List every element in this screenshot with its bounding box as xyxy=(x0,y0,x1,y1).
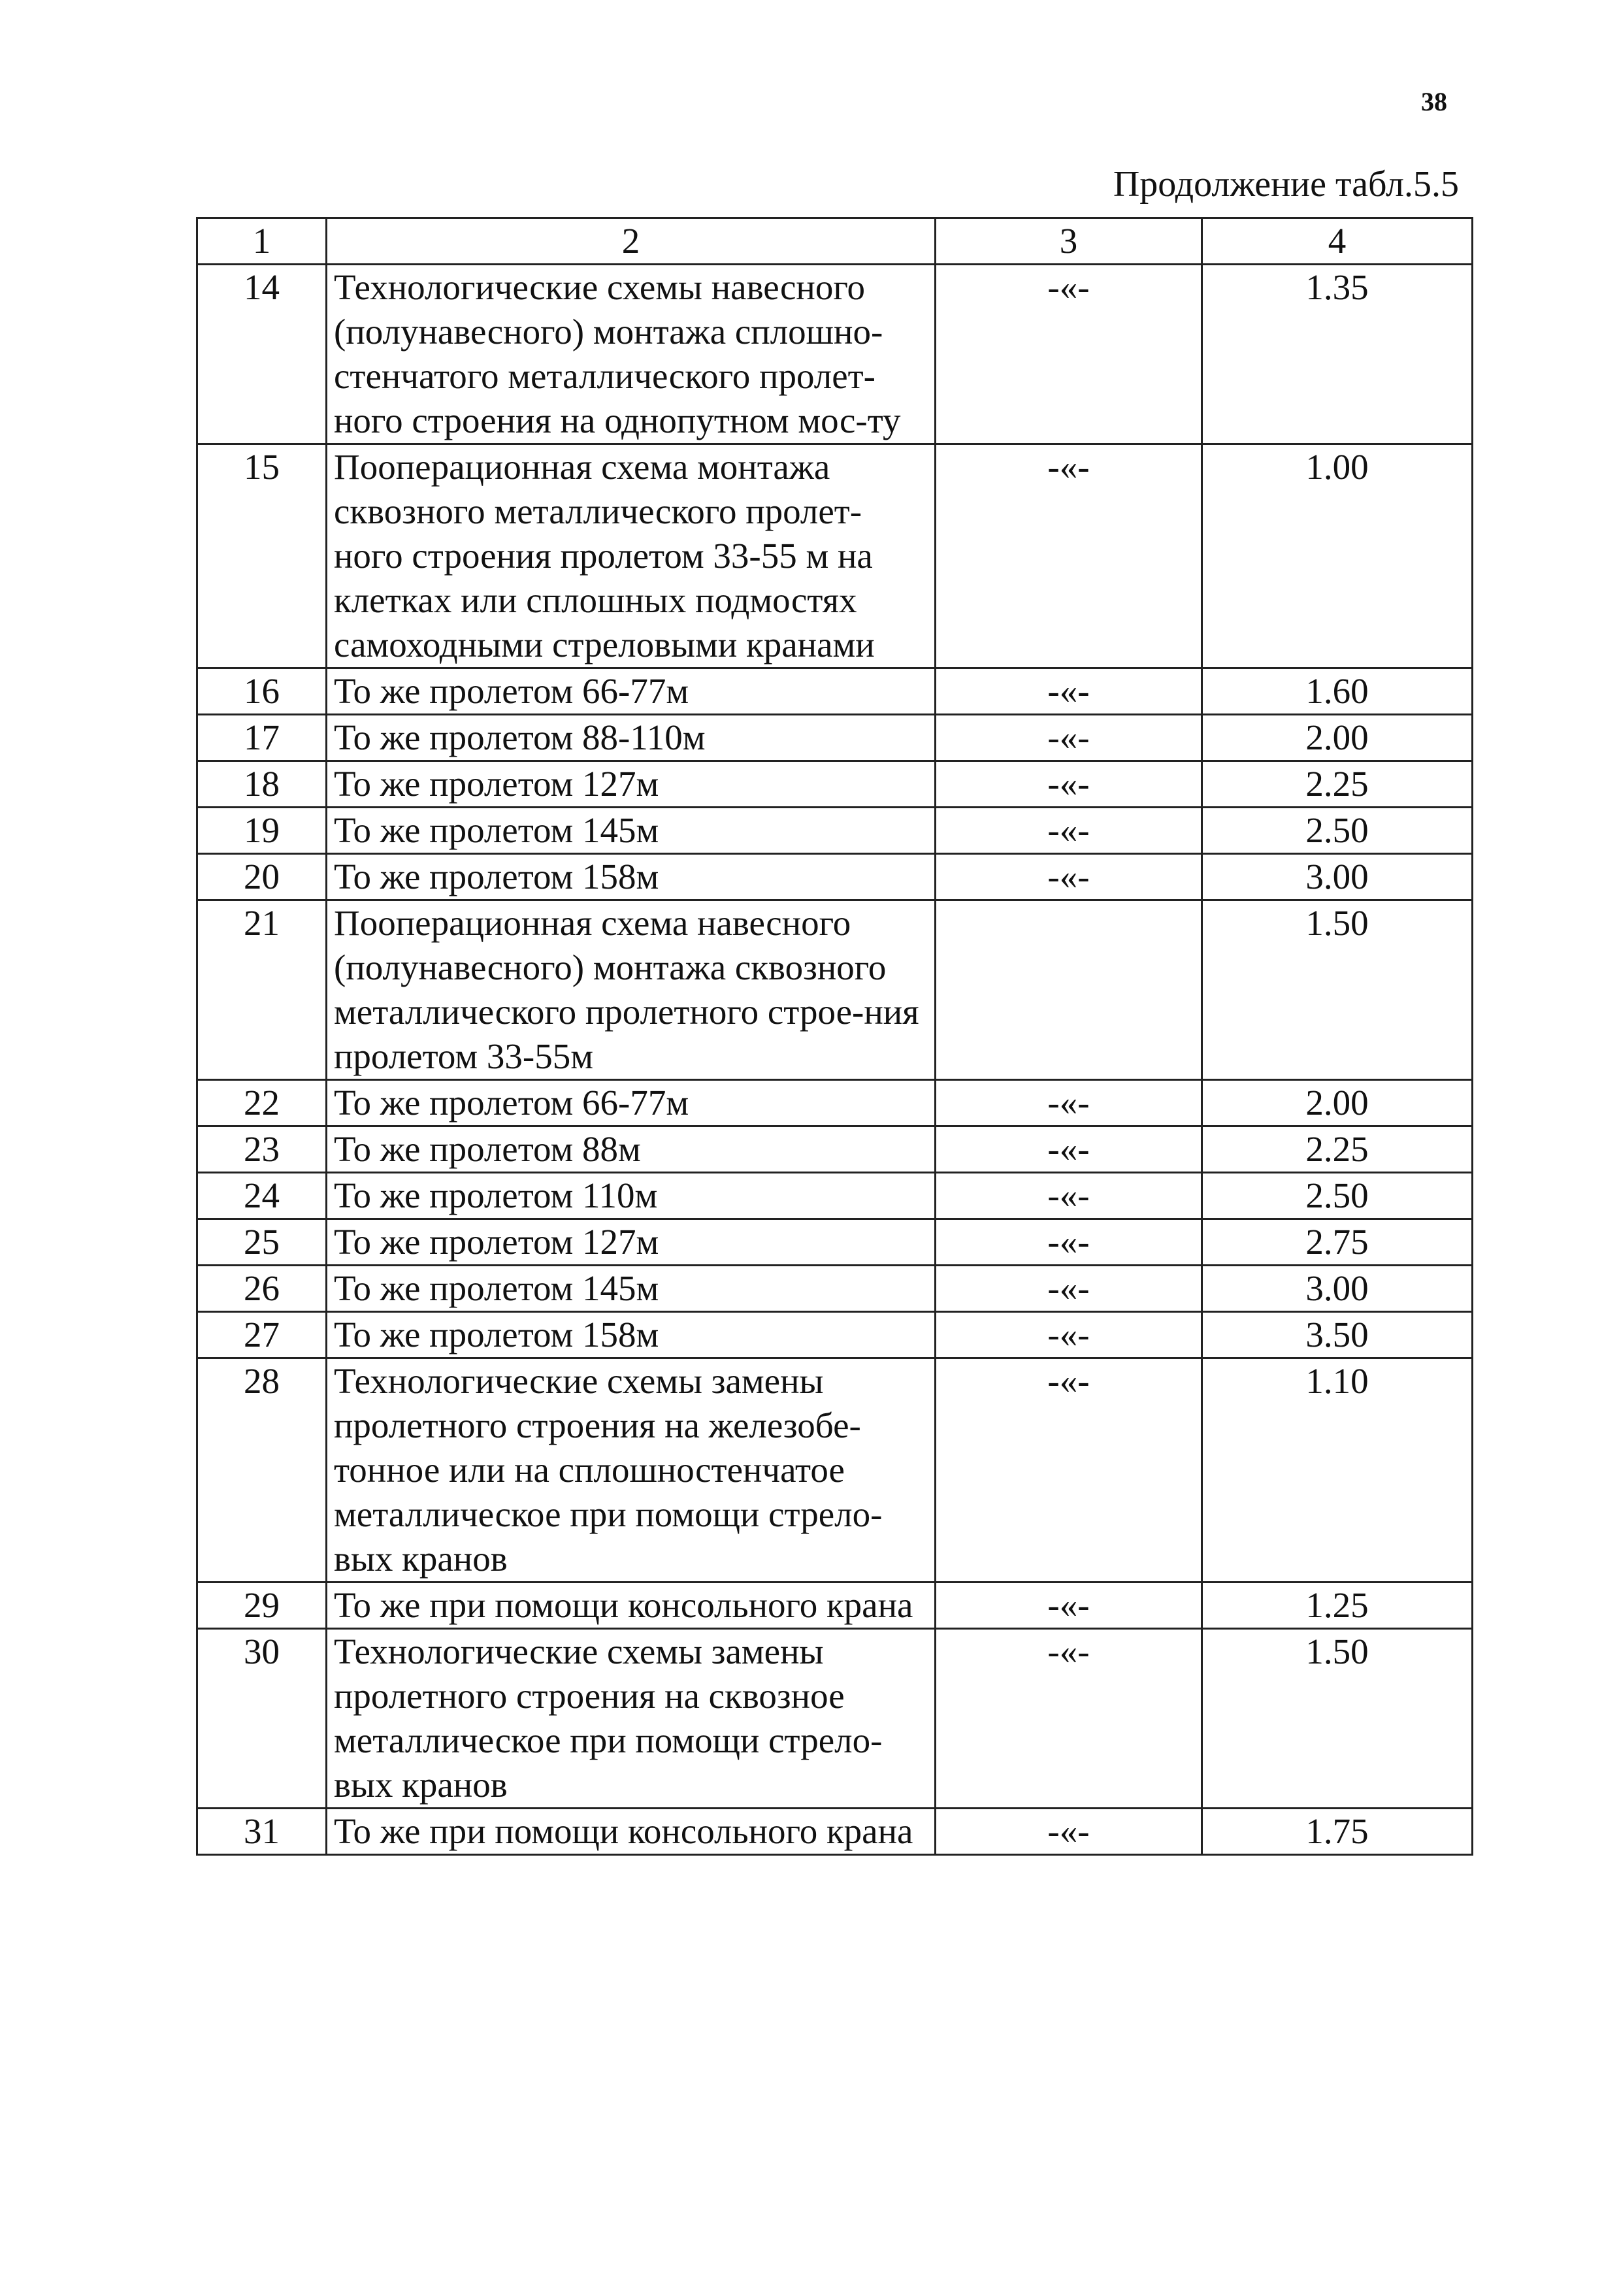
table-row xyxy=(197,1173,1473,1219)
row-number: 29 xyxy=(197,1583,327,1629)
row-number: 15 xyxy=(197,444,327,668)
page-number: 38 xyxy=(1421,87,1447,116)
row-number: 14 xyxy=(197,265,327,444)
row-number: 31 xyxy=(197,1809,327,1855)
table-row xyxy=(197,854,1473,900)
row-description: То же пролетом 66-77м xyxy=(327,1080,936,1126)
row-number: 30 xyxy=(197,1629,327,1809)
table-row xyxy=(197,1583,1473,1629)
row-mark: -«- xyxy=(936,1080,1202,1126)
row-number: 27 xyxy=(197,1312,327,1358)
data-table xyxy=(196,217,1473,1856)
row-description: Технологические схемы замены пролетного строения на сквозное металлическое при помощи стрело-вых кранов xyxy=(327,1629,936,1809)
row-mark xyxy=(936,900,1202,1080)
row-value: 2.75 xyxy=(1202,1219,1473,1266)
row-mark: -«- xyxy=(936,808,1202,854)
row-value: 1.35 xyxy=(1202,265,1473,444)
row-value: 2.00 xyxy=(1202,1080,1473,1126)
row-mark: -«- xyxy=(936,761,1202,808)
row-value: 1.00 xyxy=(1202,444,1473,668)
table-row xyxy=(197,761,1473,808)
row-value: 3.50 xyxy=(1202,1312,1473,1358)
row-value: 1.60 xyxy=(1202,668,1473,715)
row-value: 2.25 xyxy=(1202,1126,1473,1173)
row-value: 2.50 xyxy=(1202,808,1473,854)
row-value: 1.50 xyxy=(1202,900,1473,1080)
row-description: Пооперационная схема монтажа сквозного металлического пролет-ного строения пролетом 33-55 м на клетках или сплошных подмостях самоходными стреловыми кранами xyxy=(327,444,936,668)
table-row xyxy=(197,1809,1473,1855)
row-description: То же пролетом 110м xyxy=(327,1173,936,1219)
row-mark: -«- xyxy=(936,715,1202,761)
row-mark: -«- xyxy=(936,1809,1202,1855)
row-number: 23 xyxy=(197,1126,327,1173)
row-value: 2.25 xyxy=(1202,761,1473,808)
row-number: 28 xyxy=(197,1358,327,1583)
table-row xyxy=(197,1219,1473,1266)
row-description: Технологические схемы навесного (полунавесного) монтажа сплошно-стенчатого металлического пролет-ного строения на однопутном мос-ту xyxy=(327,265,936,444)
row-description: То же пролетом 145м xyxy=(327,1266,936,1312)
row-value: 3.00 xyxy=(1202,854,1473,900)
row-number: 21 xyxy=(197,900,327,1080)
row-mark: -«- xyxy=(936,1219,1202,1266)
row-value: 1.10 xyxy=(1202,1358,1473,1583)
row-description: То же при помощи консольного крана xyxy=(327,1583,936,1629)
row-description: То же при помощи консольного крана xyxy=(327,1809,936,1855)
table-row xyxy=(197,808,1473,854)
row-description: То же пролетом 158м xyxy=(327,1312,936,1358)
row-value: 1.50 xyxy=(1202,1629,1473,1809)
row-number: 17 xyxy=(197,715,327,761)
row-value: 3.00 xyxy=(1202,1266,1473,1312)
row-mark: -«- xyxy=(936,444,1202,668)
table-row xyxy=(197,1629,1473,1809)
row-description: То же пролетом 127м xyxy=(327,1219,936,1266)
row-description: То же пролетом 88-110м xyxy=(327,715,936,761)
row-mark: -«- xyxy=(936,854,1202,900)
row-description: То же пролетом 158м xyxy=(327,854,936,900)
table-row xyxy=(197,1358,1473,1583)
row-value: 1.25 xyxy=(1202,1583,1473,1629)
table-row xyxy=(197,668,1473,715)
row-mark: -«- xyxy=(936,1126,1202,1173)
table-row xyxy=(197,1266,1473,1312)
table-row xyxy=(197,1126,1473,1173)
row-number: 22 xyxy=(197,1080,327,1126)
table-row xyxy=(197,900,1473,1080)
table-row xyxy=(197,1312,1473,1358)
row-description: То же пролетом 88м xyxy=(327,1126,936,1173)
row-number: 25 xyxy=(197,1219,327,1266)
row-number: 16 xyxy=(197,668,327,715)
row-value: 2.00 xyxy=(1202,715,1473,761)
table-header-row xyxy=(197,218,1473,265)
row-mark: -«- xyxy=(936,1358,1202,1583)
table-row xyxy=(197,444,1473,668)
column-header: 4 xyxy=(1202,218,1473,265)
row-number: 19 xyxy=(197,808,327,854)
row-description: То же пролетом 127м xyxy=(327,761,936,808)
row-mark: -«- xyxy=(936,668,1202,715)
row-value: 2.50 xyxy=(1202,1173,1473,1219)
table-body xyxy=(197,218,1473,1855)
row-number: 20 xyxy=(197,854,327,900)
column-header: 3 xyxy=(936,218,1202,265)
table-caption: Продолжение табл.5.5 xyxy=(1113,164,1459,205)
column-header: 1 xyxy=(197,218,327,265)
row-number: 26 xyxy=(197,1266,327,1312)
column-header: 2 xyxy=(327,218,936,265)
row-description: Технологические схемы замены пролетного строения на железобе-тонное или на сплошностенчатое металлическое при помощи стрело-вых кранов xyxy=(327,1358,936,1583)
row-mark: -«- xyxy=(936,1173,1202,1219)
row-mark: -«- xyxy=(936,1629,1202,1809)
row-value: 1.75 xyxy=(1202,1809,1473,1855)
row-mark: -«- xyxy=(936,1312,1202,1358)
row-mark: -«- xyxy=(936,265,1202,444)
row-mark: -«- xyxy=(936,1266,1202,1312)
row-mark: -«- xyxy=(936,1583,1202,1629)
row-description: То же пролетом 66-77м xyxy=(327,668,936,715)
row-description: Пооперационная схема навесного (полунавесного) монтажа сквозного металлического пролетного строе-ния пролетом 33-55м xyxy=(327,900,936,1080)
row-description: То же пролетом 145м xyxy=(327,808,936,854)
table-row xyxy=(197,1080,1473,1126)
row-number: 18 xyxy=(197,761,327,808)
table-row xyxy=(197,265,1473,444)
table-row xyxy=(197,715,1473,761)
row-number: 24 xyxy=(197,1173,327,1219)
